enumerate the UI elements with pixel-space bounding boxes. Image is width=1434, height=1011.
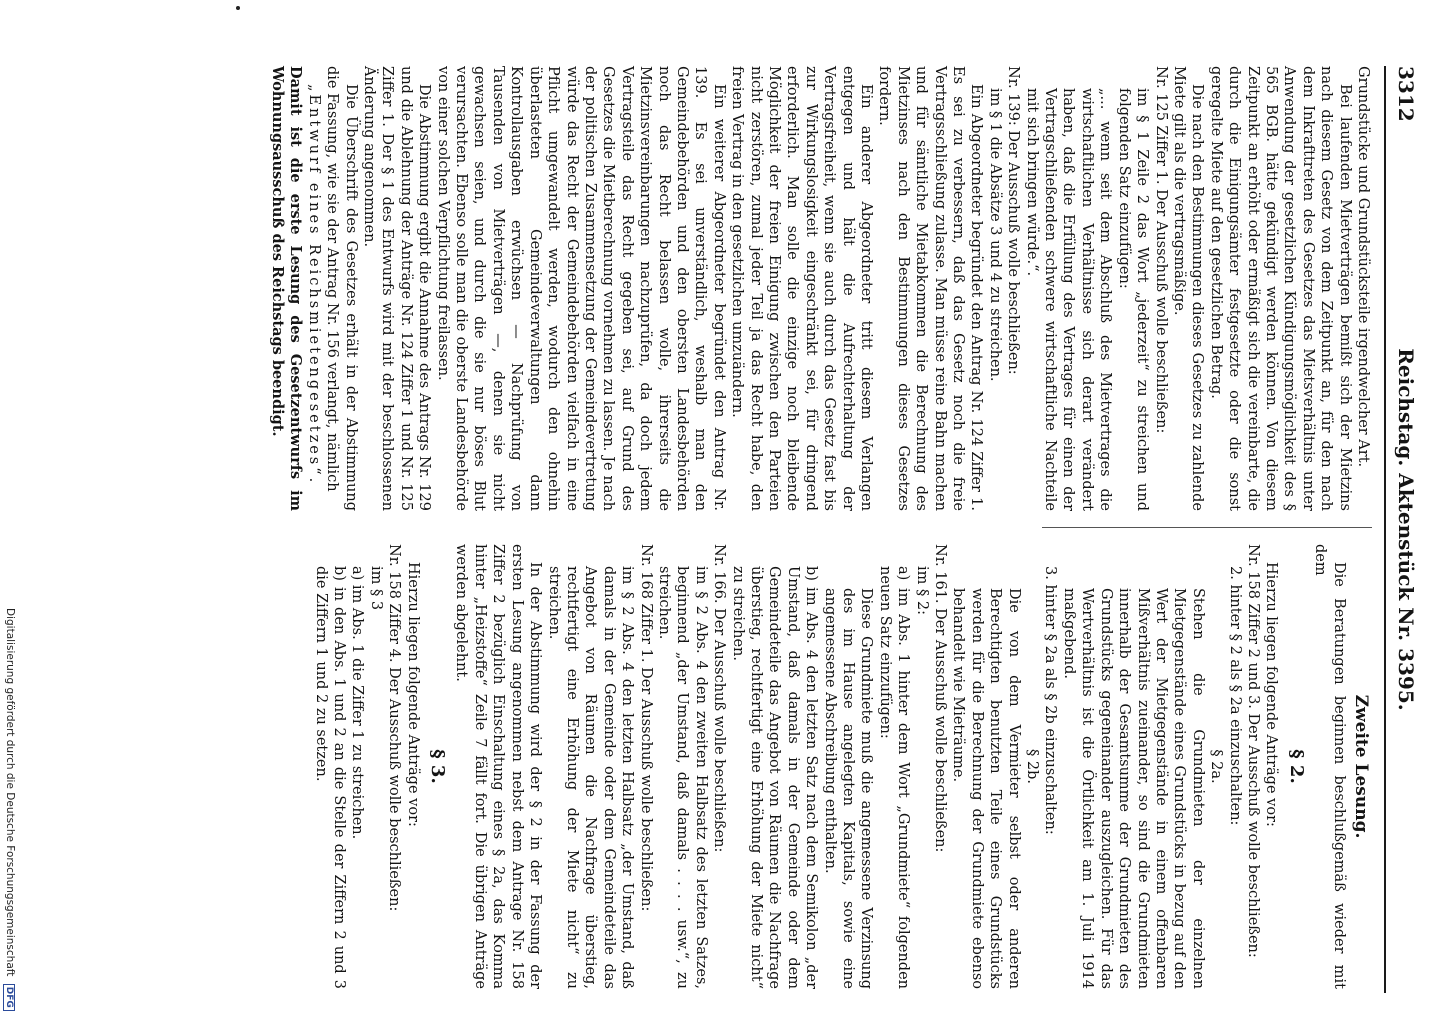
- motion-heading: Nr. 161. Der Ausschuß wolle beschließen:: [932, 544, 949, 853]
- paragraph: a) im Abs. 1 hinter dem Wort „Grundmiete“ folgenden neuen Satz einzufügen:: [876, 566, 912, 989]
- paragraph: Ein weiterer Abgeordneter begründet den Antrag Nr. 139. Es sei unverständlich, weshalb man den Gemeindebehörden und den obersten Landesbehörden noch das Recht belassen wolle, ihrerseits die Mietzinsvereinbarungen nachzuprüfen, da doch jedem Vertragsteile das Recht gegeben sei, auf Grund des Gesetzes die Mietberechnung vornehmen zu lassen. Je nach der politischen Zusammensetzung der Gemeindevertretung würde das Recht der Gemeindebehörden vielfach in eine Pflicht umgewandelt werden, wodurch den ohnehin überlasteten Gemeindeverwaltungen dann Kontrollausgaben erwüchsen — Nachprüfung von Tausenden von Mietverträgen —, denen sie nicht gewachsen seien, und durch die sie nur böses Blut verursachten. Ebenso solle man die oberste Landesbehörde von einer solchen Verpflichtung freilassen.: [434, 66, 727, 511]
- dfg-logo: DFG: [3, 984, 15, 1011]
- motion-heading: Nr. 158 Ziffer 4. Der Ausschuß wolle beschließen:: [386, 544, 403, 912]
- motion-heading: Nr. 166. Der Ausschuß wolle beschließen:: [711, 544, 728, 853]
- paragraph: Ein Abgeordneter begründet den Antrag Nr. 124 Ziffer 1. Es sei zu verbessern, daß das Gesetz noch die freie Vertragsschließung zulasse. Man müsse reine Bahn machen und für sämtliche Mietabkommen die Berechnung des Mietzinses nach den Bestimmungen dieses Gesetzes fordern.: [876, 66, 985, 511]
- paragraph: Hierzu liegen folgende Anträge vor:: [404, 562, 421, 827]
- subsection-mark: § 2b.: [1024, 749, 1041, 784]
- motion-heading: Nr. 168 Ziffer 1. Der Ausschuß wolle beschließen:: [637, 544, 654, 912]
- paragraph: Grundstücke und Grundstücksteile irgendwelcher Art.: [1355, 66, 1371, 468]
- paragraph: b) im Abs. 4 den letzten Satz nach dem Semikolon „der Umstand, daß damals in der Gemeinde oder dem Gemeindeteile das Angebot von Räumen die Nachfrage überstieg, rechtfertigt eine Erhöhung der Miete nicht“ zu streichen.: [729, 566, 820, 989]
- paragraph: b) in den Abs. 1 und 2 an die Stelle der Ziffern 2 und 3 die Ziffern 1 und 2 zu setzen.: [312, 566, 348, 989]
- paragraph: Die Abstimmung ergibt die Annahme des Antrags Nr. 129 und die Ablehnung der Anträge Nr. 124 Ziffer 1 und Nr. 125 Ziffer 1. Der § 1 des Entwurfs wird mit der beschlossenen Änderung angenommen.: [361, 66, 433, 511]
- section-paragraph-mark: § 2.: [1285, 749, 1307, 784]
- paragraph: im § 1 Zeile 2 das Wort „jederzeit“ zu streichen und folgenden Satz einzufügen:: [1115, 88, 1151, 511]
- paragraph: Die nach den Bestimmungen dieses Gesetzes zu zahlende Miete gilt als die vertragsmäßige.: [1170, 66, 1206, 511]
- paragraph: 2. hinter § 2 als § 2a einzuschalten:: [1226, 566, 1243, 826]
- paragraph: im § 2:: [913, 566, 930, 615]
- running-title: Reichstag. Aktenstück Nr. 3395.: [1394, 348, 1418, 711]
- paragraph: Diese Grundmiete muß die angemessene Verzinsung des im Hause angelegten Kapitals, sowie eine angemessene Abschreibung enthalten.: [821, 588, 875, 989]
- paragraph: Ein anderer Abgeordneter tritt diesem Verlangen entgegen und hält die Aufrechterhaltung der Vertragsfreiheit, wenn sie auch durch das Gesetz fast bis zur Wirkungslosigkeit eingeschränkt sei, für dringend erforderlich. Man solle die einzige noch bleibende Möglichkeit der freien Einigung zwischen den Parteien nicht zerstören, zumal jeder Teil ja das Recht habe, den freien Vertrag in den gesetzlichen umzuändern.: [729, 66, 875, 511]
- left-column: [268, 66, 1372, 511]
- paragraph: im § 3: [367, 566, 384, 611]
- paragraph: Die von dem Vermieter selbst oder anderen Berechtigten benutzten Teile eines Grundstücks werden für die Berechnung der Grundmiete ebenso behandelt wie Mieträume.: [950, 588, 1022, 989]
- paragraph: Die Überschrift des Gesetzes erhält in der Abstimmung die Fassung, wie sie der Antrag Nr. 156 verlangt, nämlich: [324, 66, 359, 511]
- column-divider: [1042, 527, 1372, 528]
- motion-heading: Nr. 139: Der Ausschuß wolle beschließen:: [1005, 66, 1022, 375]
- paragraph: im § 2 Abs. 4 den zweiten Halbsatz des letzten Satzes, beginnend „der Umstand, daß damals . . . . usw.“, zu streichen.: [655, 566, 709, 989]
- paragraph: im § 2 Abs. 4 den letzten Halbsatz „der Umstand, daß damals in der Gemeinde oder dem Gemeindeteile das Angebot von Räumen die Nachfrage überstieg, rechtfertigt eine Erhöhung der Miete nicht“ zu streichen.: [545, 566, 636, 989]
- paragraph: 3. hinter § 2a als § 2b einzuschalten:: [1042, 566, 1059, 835]
- paragraph: Die Beratungen beginnen beschlußgemäß wieder mit dem: [1312, 544, 1347, 989]
- paragraph: „Entwurf eines Reichsmietengesetzes“.: [305, 84, 322, 486]
- section-paragraph-mark: § 3.: [427, 749, 449, 784]
- page-header: [1384, 66, 1420, 993]
- paragraph: im § 1 die Absätze 3 und 4 zu streichen.: [986, 88, 1003, 382]
- document-page: [100, 62, 1420, 997]
- paragraph: Bei laufenden Mietverträgen bemißt sich der Mietzins nach diesem Gesetz von dem Zeitpunkt an, für den nach dem Inkrafttreten des Gesetzes das Mietsverhältnis unter Anwendung der gesetzlichen Kündigungsmöglichkeit des § 565 BGB. hätte gekündigt werden können. Von diesem Zeitpunkt an erhöht oder ermäßigt sich die vereinbarte, die durch die Einigungsämter festgesetzte oder die sonst geregelte Miete auf den gesetzlichen Betrag.: [1207, 66, 1353, 511]
- right-column: [311, 544, 1372, 989]
- motion-heading: Nr. 125 Ziffer 1. Der Ausschuß wolle beschließen:: [1152, 66, 1169, 434]
- digitization-credit: [3, 608, 16, 1011]
- ink-dot: [236, 6, 240, 10]
- paragraph: Stehen die Grundmieten der einzelnen Mietgegenstände eines Grundstücks in bezug auf den Wert der Mietgegenstände in einem offenbaren Mißverhältnis zueinander, so sind die Grundmieten innerhalb der Gesamtsumme der Grundmieten des Grundstücks gegeneinander auszugleichen. Für das Wertverhältnis ist die Örtlichkeit am 1. Juli 1914 maßgebend.: [1060, 588, 1206, 989]
- quoted-text: „... wenn seit dem Abschluß des Mietvertrages die wirtschaftlichen Verhältnisse sich derart verändert haben, daß die Erfüllung des Vertrages für einen der Vertragschließenden schwere wirtschaftliche Nachteile mit sich bringen würde.“.: [1023, 88, 1114, 511]
- paragraph: In der Abstimmung wird der § 2 in der Fassung der ersten Lesung angenommen nebst dem Antrage Nr. 158 Ziffer 2 bezüglich Einschaltung eines § 2a, das Komma hinter „Heizstoffe“ Zeile 7 fällt fort. Die übrigen Anträge werden abgelehnt.: [453, 544, 544, 989]
- credit-text: Digitalisierung gefördert durch die Deutsche Forschungsgemeinschaft: [4, 608, 16, 977]
- paragraph: Damit ist die erste Lesung des Gesetzentwurfs im Wohnungsausschuß des Reichstags beendigt.: [269, 66, 305, 511]
- subsection-mark: § 2a.: [1208, 749, 1225, 784]
- page-number: 3312: [1394, 66, 1418, 122]
- motion-heading: Nr. 158 Ziffer 2 und 3. Der Ausschuß wolle beschließen:: [1244, 544, 1261, 958]
- paragraph: Hierzu liegen folgende Anträge vor:: [1263, 562, 1280, 827]
- text-columns: [100, 66, 1372, 993]
- paragraph: a) im Abs. 1 die Ziffer 1 zu streichen.: [349, 566, 366, 840]
- section-title: Zweite Lesung.: [1351, 694, 1371, 839]
